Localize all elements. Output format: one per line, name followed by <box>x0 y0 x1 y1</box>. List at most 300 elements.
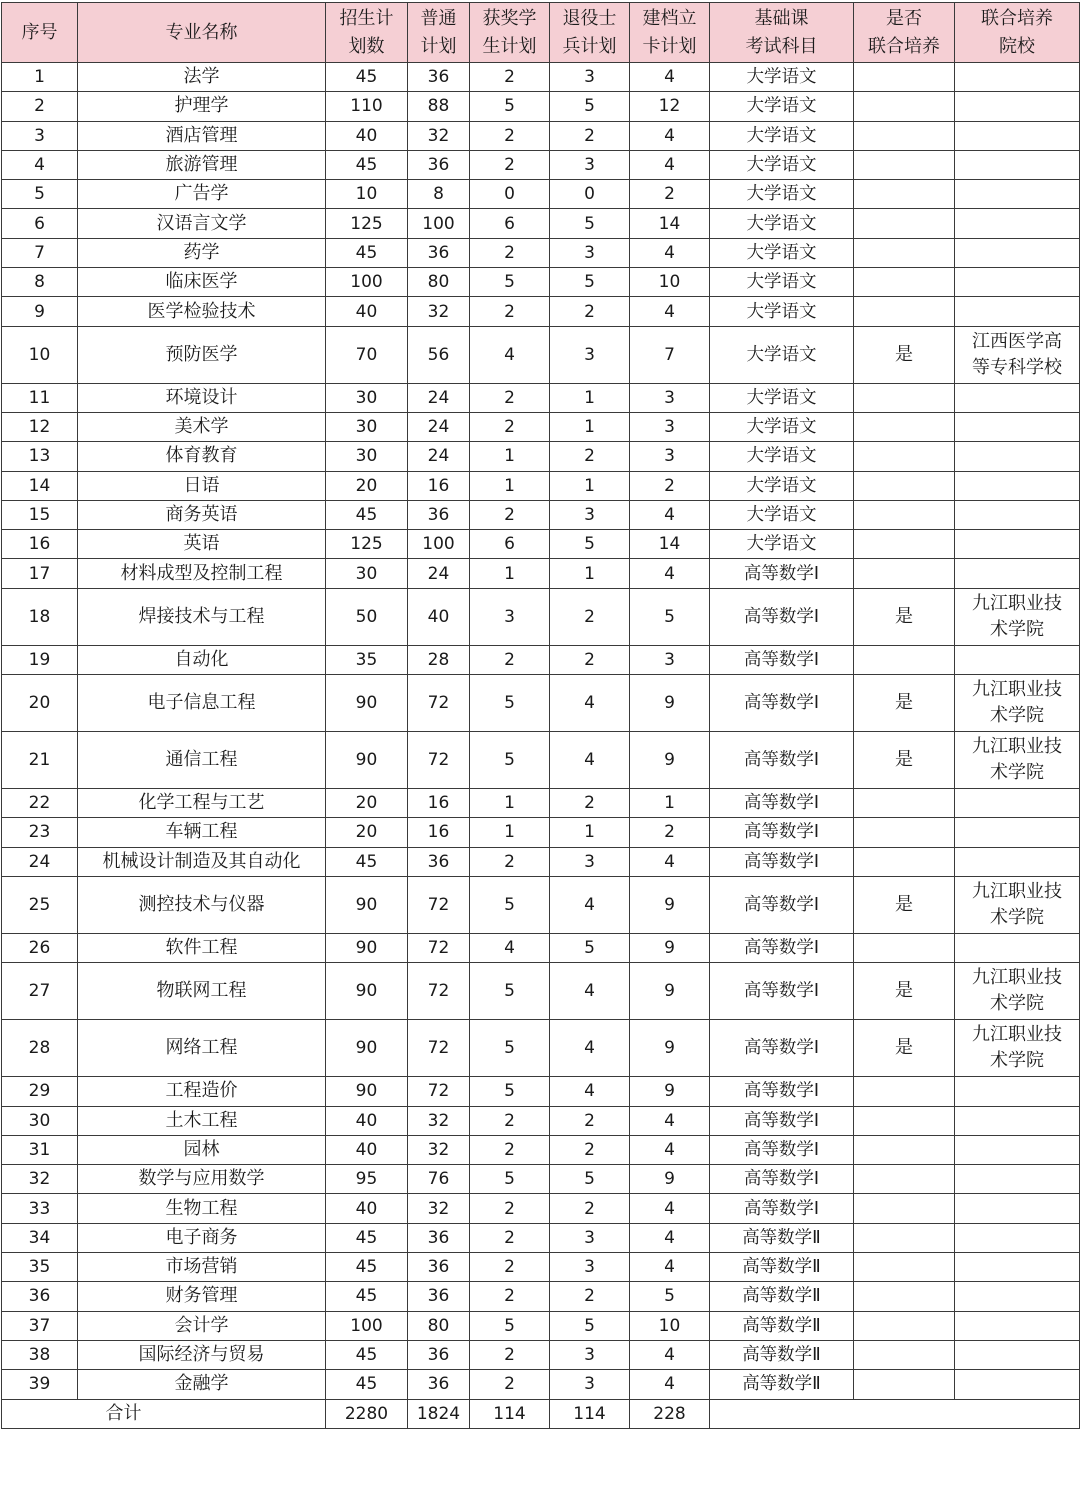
cell-no: 29 <box>2 1077 78 1106</box>
table-row <box>2 383 1080 412</box>
cell-school <box>955 789 1080 818</box>
cell-normal: 16 <box>408 789 470 818</box>
cell-major: 市场营销 <box>78 1253 326 1282</box>
cell-normal: 100 <box>408 209 470 238</box>
cell-poor: 14 <box>630 209 710 238</box>
table-row <box>2 412 1080 441</box>
cell-veteran: 4 <box>550 876 630 933</box>
cell-poor: 4 <box>630 63 710 92</box>
cell-subject: 高等数学Ⅰ <box>710 876 854 933</box>
cell-total: 20 <box>326 818 408 847</box>
cell-major: 预防医学 <box>78 326 326 383</box>
cell-veteran: 4 <box>550 963 630 1020</box>
col-header-major <box>78 3 326 63</box>
cell-normal: 72 <box>408 732 470 789</box>
cell-total: 30 <box>326 412 408 441</box>
table-row <box>2 209 1080 238</box>
cell-award: 2 <box>470 238 550 267</box>
cell-total: 30 <box>326 383 408 412</box>
cell-veteran: 1 <box>550 559 630 588</box>
cell-major: 法学 <box>78 63 326 92</box>
cell-total: 100 <box>326 1311 408 1340</box>
cell-veteran: 2 <box>550 121 630 150</box>
cell-veteran: 3 <box>550 1223 630 1252</box>
cell-joint: 是 <box>854 1020 955 1077</box>
cell-major: 软件工程 <box>78 933 326 962</box>
cell-award: 5 <box>470 1165 550 1194</box>
table-row <box>2 238 1080 267</box>
cell-normal: 36 <box>408 1340 470 1369</box>
cell-normal: 32 <box>408 1135 470 1164</box>
cell-veteran: 1 <box>550 471 630 500</box>
cell-no: 34 <box>2 1223 78 1252</box>
cell-normal: 32 <box>408 297 470 326</box>
cell-subject: 大学语文 <box>710 412 854 441</box>
cell-subject: 高等数学Ⅰ <box>710 559 854 588</box>
cell-subject: 高等数学Ⅰ <box>710 645 854 674</box>
school-line-2: 术学院 <box>990 618 1044 640</box>
cell-poor: 1 <box>630 789 710 818</box>
cell-poor: 12 <box>630 92 710 121</box>
cell-major: 测控技术与仪器 <box>78 876 326 933</box>
table-row <box>2 500 1080 529</box>
cell-total: 45 <box>326 1340 408 1369</box>
cell-school <box>955 297 1080 326</box>
cell-subject: 高等数学Ⅰ <box>710 1106 854 1135</box>
cell-major: 广告学 <box>78 180 326 209</box>
cell-total: 90 <box>326 1020 408 1077</box>
cell-subject: 高等数学Ⅰ <box>710 789 854 818</box>
school-line-2: 术学院 <box>990 705 1044 727</box>
cell-subject: 高等数学Ⅰ <box>710 1020 854 1077</box>
cell-major: 环境设计 <box>78 383 326 412</box>
cell-no: 32 <box>2 1165 78 1194</box>
cell-major: 土木工程 <box>78 1106 326 1135</box>
cell-joint <box>854 818 955 847</box>
cell-no: 16 <box>2 530 78 559</box>
col-header-poor <box>630 3 710 63</box>
cell-subject: 高等数学Ⅰ <box>710 1194 854 1223</box>
cell-veteran: 4 <box>550 1020 630 1077</box>
cell-subject: 高等数学Ⅰ <box>710 847 854 876</box>
table-row <box>2 63 1080 92</box>
cell-school <box>955 268 1080 297</box>
cell-award: 1 <box>470 442 550 471</box>
cell-total: 45 <box>326 63 408 92</box>
cell-no: 27 <box>2 963 78 1020</box>
cell-school <box>955 645 1080 674</box>
cell-school <box>955 442 1080 471</box>
cell-joint: 是 <box>854 963 955 1020</box>
cell-school <box>955 876 1080 933</box>
cell-joint: 是 <box>854 675 955 732</box>
cell-poor: 4 <box>630 1135 710 1164</box>
cell-subject: 高等数学Ⅱ <box>710 1370 854 1399</box>
cell-total: 45 <box>326 1223 408 1252</box>
cell-normal: 36 <box>408 500 470 529</box>
cell-normal: 72 <box>408 675 470 732</box>
cell-subject: 大学语文 <box>710 92 854 121</box>
table-row <box>2 588 1080 645</box>
cell-total: 40 <box>326 121 408 150</box>
total-row <box>2 1399 1080 1428</box>
cell-school <box>955 1106 1080 1135</box>
cell-subject: 大学语文 <box>710 297 854 326</box>
col-header-no <box>2 3 78 63</box>
cell-joint <box>854 1135 955 1164</box>
cell-veteran: 2 <box>550 789 630 818</box>
cell-major: 旅游管理 <box>78 150 326 179</box>
cell-major: 物联网工程 <box>78 963 326 1020</box>
cell-normal: 36 <box>408 238 470 267</box>
cell-no: 24 <box>2 847 78 876</box>
cell-award: 4 <box>470 326 550 383</box>
cell-award: 2 <box>470 297 550 326</box>
cell-normal: 80 <box>408 268 470 297</box>
cell-normal: 36 <box>408 150 470 179</box>
cell-school <box>955 63 1080 92</box>
cell-no: 1 <box>2 63 78 92</box>
cell-veteran: 3 <box>550 1370 630 1399</box>
cell-total: 20 <box>326 789 408 818</box>
cell-subject: 高等数学Ⅰ <box>710 963 854 1020</box>
cell-school <box>955 1370 1080 1399</box>
cell-total: 45 <box>326 1253 408 1282</box>
cell-school <box>955 933 1080 962</box>
cell-poor: 10 <box>630 1311 710 1340</box>
cell-major: 药学 <box>78 238 326 267</box>
cell-normal: 36 <box>408 1282 470 1311</box>
cell-total: 45 <box>326 1282 408 1311</box>
cell-school <box>955 383 1080 412</box>
cell-subject: 高等数学Ⅰ <box>710 1165 854 1194</box>
cell-poor: 2 <box>630 180 710 209</box>
table-row <box>2 1165 1080 1194</box>
cell-no: 6 <box>2 209 78 238</box>
cell-total: 90 <box>326 732 408 789</box>
cell-award: 5 <box>470 675 550 732</box>
cell-joint <box>854 1106 955 1135</box>
cell-school <box>955 1223 1080 1252</box>
table-row <box>2 675 1080 732</box>
cell-total: 125 <box>326 209 408 238</box>
cell-award: 1 <box>470 471 550 500</box>
cell-veteran: 3 <box>550 326 630 383</box>
cell-joint <box>854 297 955 326</box>
cell-major: 商务英语 <box>78 500 326 529</box>
cell-normal: 100 <box>408 530 470 559</box>
cell-no: 2 <box>2 92 78 121</box>
cell-major: 化学工程与工艺 <box>78 789 326 818</box>
header-line-1: 联合培养 <box>981 7 1053 29</box>
cell-veteran: 5 <box>550 1165 630 1194</box>
cell-award: 5 <box>470 268 550 297</box>
header-line-2: 考试科目 <box>745 35 818 57</box>
header-line-2: 计划 <box>420 35 457 57</box>
school-line-1: 九江职业技 <box>972 967 1062 989</box>
cell-total: 30 <box>326 442 408 471</box>
table-row <box>2 876 1080 933</box>
col-header-subject <box>710 3 854 63</box>
cell-poor: 4 <box>630 1340 710 1369</box>
table-row <box>2 471 1080 500</box>
cell-school <box>955 471 1080 500</box>
cell-normal: 24 <box>408 412 470 441</box>
cell-major: 美术学 <box>78 412 326 441</box>
table-row <box>2 963 1080 1020</box>
cell-award: 0 <box>470 180 550 209</box>
school-line-1: 九江职业技 <box>972 880 1062 902</box>
cell-veteran: 2 <box>550 1282 630 1311</box>
school-line-2: 术学院 <box>990 762 1044 784</box>
cell-total: 90 <box>326 933 408 962</box>
cell-joint <box>854 500 955 529</box>
cell-total: 125 <box>326 530 408 559</box>
school-line-2: 术学院 <box>990 906 1044 928</box>
cell-veteran: 5 <box>550 530 630 559</box>
cell-veteran: 2 <box>550 1106 630 1135</box>
cell-subject: 大学语文 <box>710 121 854 150</box>
cell-no: 22 <box>2 789 78 818</box>
table-row <box>2 645 1080 674</box>
header-line-2: 生计划 <box>482 35 537 57</box>
cell-normal: 80 <box>408 1311 470 1340</box>
cell-award: 2 <box>470 1253 550 1282</box>
cell-no: 10 <box>2 326 78 383</box>
table-row <box>2 1106 1080 1135</box>
cell-major: 网络工程 <box>78 1020 326 1077</box>
cell-joint <box>854 1253 955 1282</box>
table-row <box>2 442 1080 471</box>
cell-joint <box>854 1077 955 1106</box>
cell-no: 30 <box>2 1106 78 1135</box>
cell-veteran: 3 <box>550 1253 630 1282</box>
cell-joint <box>854 530 955 559</box>
table-row <box>2 326 1080 383</box>
cell-poor: 10 <box>630 268 710 297</box>
cell-veteran: 3 <box>550 1340 630 1369</box>
cell-total: 95 <box>326 1165 408 1194</box>
total-sum-poor: 228 <box>630 1399 710 1428</box>
cell-major: 酒店管理 <box>78 121 326 150</box>
cell-school <box>955 1253 1080 1282</box>
cell-joint: 是 <box>854 326 955 383</box>
header-line-1: 获奖学 <box>482 7 537 29</box>
table-header <box>2 3 1080 63</box>
cell-school <box>955 1311 1080 1340</box>
cell-school <box>955 326 1080 383</box>
cell-joint: 是 <box>854 876 955 933</box>
cell-no: 9 <box>2 297 78 326</box>
cell-veteran: 3 <box>550 63 630 92</box>
cell-subject: 高等数学Ⅱ <box>710 1340 854 1369</box>
cell-award: 5 <box>470 732 550 789</box>
cell-total: 90 <box>326 675 408 732</box>
cell-poor: 3 <box>630 412 710 441</box>
school-line-1: 九江职业技 <box>972 592 1062 614</box>
cell-poor: 3 <box>630 645 710 674</box>
cell-total: 100 <box>326 268 408 297</box>
col-header-total <box>326 3 408 63</box>
cell-poor: 4 <box>630 1106 710 1135</box>
cell-veteran: 1 <box>550 818 630 847</box>
table-row <box>2 732 1080 789</box>
cell-no: 5 <box>2 180 78 209</box>
cell-normal: 32 <box>408 121 470 150</box>
cell-normal: 16 <box>408 818 470 847</box>
cell-school <box>955 1340 1080 1369</box>
cell-award: 2 <box>470 1194 550 1223</box>
cell-normal: 88 <box>408 92 470 121</box>
cell-normal: 24 <box>408 559 470 588</box>
table-row <box>2 1370 1080 1399</box>
cell-total: 20 <box>326 471 408 500</box>
cell-award: 2 <box>470 1135 550 1164</box>
cell-normal: 72 <box>408 1020 470 1077</box>
cell-no: 31 <box>2 1135 78 1164</box>
cell-poor: 9 <box>630 963 710 1020</box>
cell-veteran: 2 <box>550 588 630 645</box>
cell-major: 日语 <box>78 471 326 500</box>
cell-school <box>955 1165 1080 1194</box>
cell-poor: 7 <box>630 326 710 383</box>
cell-school <box>955 1282 1080 1311</box>
cell-major: 数学与应用数学 <box>78 1165 326 1194</box>
cell-joint <box>854 1165 955 1194</box>
cell-joint: 是 <box>854 732 955 789</box>
cell-joint <box>854 63 955 92</box>
cell-subject: 大学语文 <box>710 209 854 238</box>
cell-poor: 4 <box>630 1370 710 1399</box>
table-row <box>2 559 1080 588</box>
cell-no: 17 <box>2 559 78 588</box>
cell-total: 90 <box>326 876 408 933</box>
cell-subject: 高等数学Ⅱ <box>710 1311 854 1340</box>
cell-poor: 4 <box>630 1194 710 1223</box>
cell-veteran: 3 <box>550 238 630 267</box>
cell-award: 2 <box>470 1106 550 1135</box>
table-row <box>2 1077 1080 1106</box>
cell-subject: 大学语文 <box>710 383 854 412</box>
cell-joint <box>854 238 955 267</box>
table-row <box>2 121 1080 150</box>
cell-major: 电子商务 <box>78 1223 326 1252</box>
cell-no: 4 <box>2 150 78 179</box>
cell-veteran: 2 <box>550 1135 630 1164</box>
header-line-1: 招生计 <box>339 7 394 29</box>
cell-no: 33 <box>2 1194 78 1223</box>
cell-normal: 72 <box>408 1077 470 1106</box>
cell-school <box>955 588 1080 645</box>
cell-school <box>955 209 1080 238</box>
school-line-2: 术学院 <box>990 993 1044 1015</box>
header-line-1: 专业名称 <box>165 21 238 43</box>
cell-award: 2 <box>470 121 550 150</box>
cell-award: 2 <box>470 645 550 674</box>
cell-veteran: 5 <box>550 92 630 121</box>
cell-joint <box>854 209 955 238</box>
cell-subject: 大学语文 <box>710 471 854 500</box>
cell-award: 2 <box>470 500 550 529</box>
cell-poor: 4 <box>630 559 710 588</box>
cell-veteran: 3 <box>550 500 630 529</box>
cell-award: 5 <box>470 963 550 1020</box>
cell-total: 35 <box>326 645 408 674</box>
cell-joint <box>854 442 955 471</box>
cell-major: 国际经济与贸易 <box>78 1340 326 1369</box>
cell-poor: 9 <box>630 675 710 732</box>
cell-award: 3 <box>470 588 550 645</box>
cell-award: 2 <box>470 1370 550 1399</box>
cell-veteran: 1 <box>550 412 630 441</box>
cell-veteran: 4 <box>550 1077 630 1106</box>
header-line-1: 基础课 <box>754 7 809 29</box>
cell-subject: 高等数学Ⅱ <box>710 1223 854 1252</box>
col-header-joint <box>854 3 955 63</box>
cell-major: 汉语言文学 <box>78 209 326 238</box>
total-sum-total: 2280 <box>326 1399 408 1428</box>
cell-joint <box>854 180 955 209</box>
cell-total: 50 <box>326 588 408 645</box>
table-row <box>2 1340 1080 1369</box>
school-line-2: 术学院 <box>990 1050 1044 1072</box>
cell-joint <box>854 1223 955 1252</box>
cell-normal: 36 <box>408 1253 470 1282</box>
cell-award: 2 <box>470 847 550 876</box>
school-line-1: 九江职业技 <box>972 679 1062 701</box>
cell-no: 21 <box>2 732 78 789</box>
cell-major: 通信工程 <box>78 732 326 789</box>
total-empty-cell <box>710 1399 1080 1428</box>
cell-joint <box>854 412 955 441</box>
cell-award: 2 <box>470 1223 550 1252</box>
header-line-2: 卡计划 <box>642 35 697 57</box>
cell-major: 金融学 <box>78 1370 326 1399</box>
cell-joint <box>854 1370 955 1399</box>
cell-total: 45 <box>326 847 408 876</box>
cell-normal: 72 <box>408 933 470 962</box>
cell-major: 会计学 <box>78 1311 326 1340</box>
cell-poor: 4 <box>630 238 710 267</box>
cell-no: 3 <box>2 121 78 150</box>
cell-award: 5 <box>470 92 550 121</box>
cell-total: 90 <box>326 1077 408 1106</box>
cell-no: 37 <box>2 1311 78 1340</box>
cell-total: 10 <box>326 180 408 209</box>
cell-normal: 56 <box>408 326 470 383</box>
cell-major: 生物工程 <box>78 1194 326 1223</box>
cell-subject: 高等数学Ⅰ <box>710 588 854 645</box>
cell-school <box>955 180 1080 209</box>
cell-no: 26 <box>2 933 78 962</box>
cell-school <box>955 500 1080 529</box>
cell-major: 自动化 <box>78 645 326 674</box>
cell-total: 40 <box>326 1135 408 1164</box>
cell-school <box>955 1135 1080 1164</box>
cell-award: 2 <box>470 150 550 179</box>
total-label: 合计 <box>2 1399 326 1428</box>
cell-total: 90 <box>326 963 408 1020</box>
cell-poor: 4 <box>630 297 710 326</box>
cell-school <box>955 1077 1080 1106</box>
cell-major: 临床医学 <box>78 268 326 297</box>
cell-joint <box>854 645 955 674</box>
cell-no: 12 <box>2 412 78 441</box>
cell-poor: 9 <box>630 1165 710 1194</box>
cell-normal: 16 <box>408 471 470 500</box>
cell-normal: 36 <box>408 1223 470 1252</box>
school-line-1: 江西医学高 <box>972 330 1062 352</box>
